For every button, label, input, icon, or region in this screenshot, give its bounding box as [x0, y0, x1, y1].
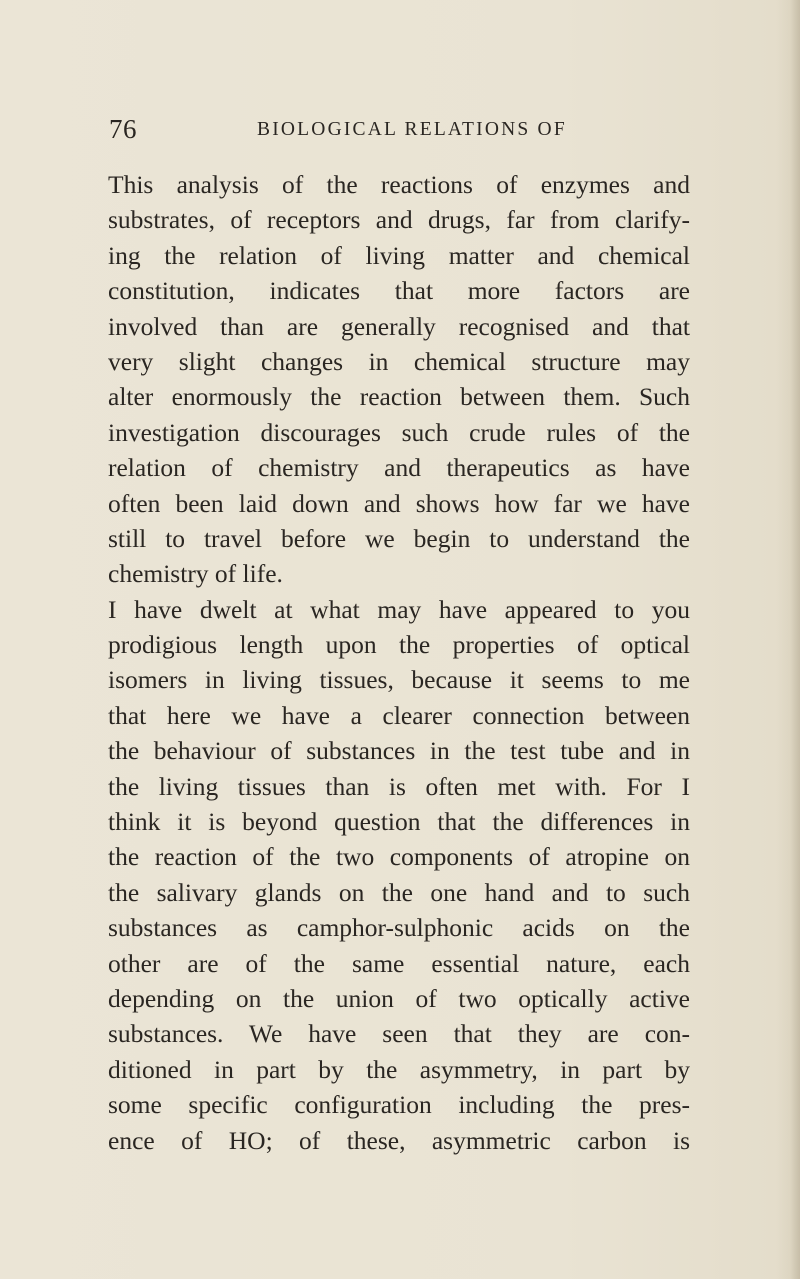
text-line: chemistry of life. — [108, 559, 283, 589]
text-line: investigation discourages such crude rules of the — [108, 417, 690, 447]
text-line: think it is beyond question that the differences in — [108, 807, 690, 837]
text-line: the reaction of the two components of atropine on — [108, 842, 690, 872]
text-line: substances as camphor-sulphonic acids on the — [108, 913, 690, 943]
text-line: other are of the same essential nature, each — [108, 948, 690, 978]
text-line: relation of chemistry and therapeutics as have — [108, 453, 690, 483]
text-line: the salivary glands on the one hand and to such — [108, 877, 690, 907]
page-edge-shadow — [790, 0, 800, 1279]
text-line: This analysis of the reactions of enzymes and — [108, 170, 690, 199]
running-head — [109, 114, 709, 144]
text-line: substrates, of receptors and drugs, far from clarify- — [108, 205, 690, 235]
text-line: constitution, indicates that more factors are — [108, 276, 690, 306]
text-line: ing the relation of living matter and chemical — [108, 240, 690, 270]
text-line: involved than are generally recognised and that — [108, 311, 690, 341]
text-line: the living tissues than is often met with. For I — [108, 771, 690, 801]
text-line: still to travel before we begin to understand the — [108, 523, 690, 553]
text-line: prodigious length upon the properties of optical — [108, 630, 690, 660]
text-line: depending on the union of two optically active — [108, 983, 690, 1013]
text-line: ditioned in part by the asymmetry, in part by — [108, 1054, 690, 1084]
text-line: alter enormously the reaction between them. Such — [108, 382, 690, 412]
text-line: isomers in living tissues, because it seems to me — [108, 665, 690, 695]
text-line: the behaviour of substances in the test tube and in — [108, 736, 690, 766]
body-text — [108, 167, 690, 1158]
text-line: some specific configuration including the pres- — [108, 1090, 690, 1120]
running-title: BIOLOGICAL RELATIONS OF — [257, 119, 567, 140]
text-line: often been laid down and shows how far we have — [108, 488, 690, 518]
text-line: ence of HO; of these, asymmetric carbon is — [108, 1125, 690, 1155]
text-line: I have dwelt at what may have appeared to you — [108, 594, 690, 624]
text-line: very slight changes in chemical structure may — [108, 346, 690, 376]
text-line: that here we have a clearer connection between — [108, 700, 690, 730]
page-number: 76 — [109, 114, 137, 144]
text-line: substances. We have seen that they are con- — [108, 1019, 690, 1049]
